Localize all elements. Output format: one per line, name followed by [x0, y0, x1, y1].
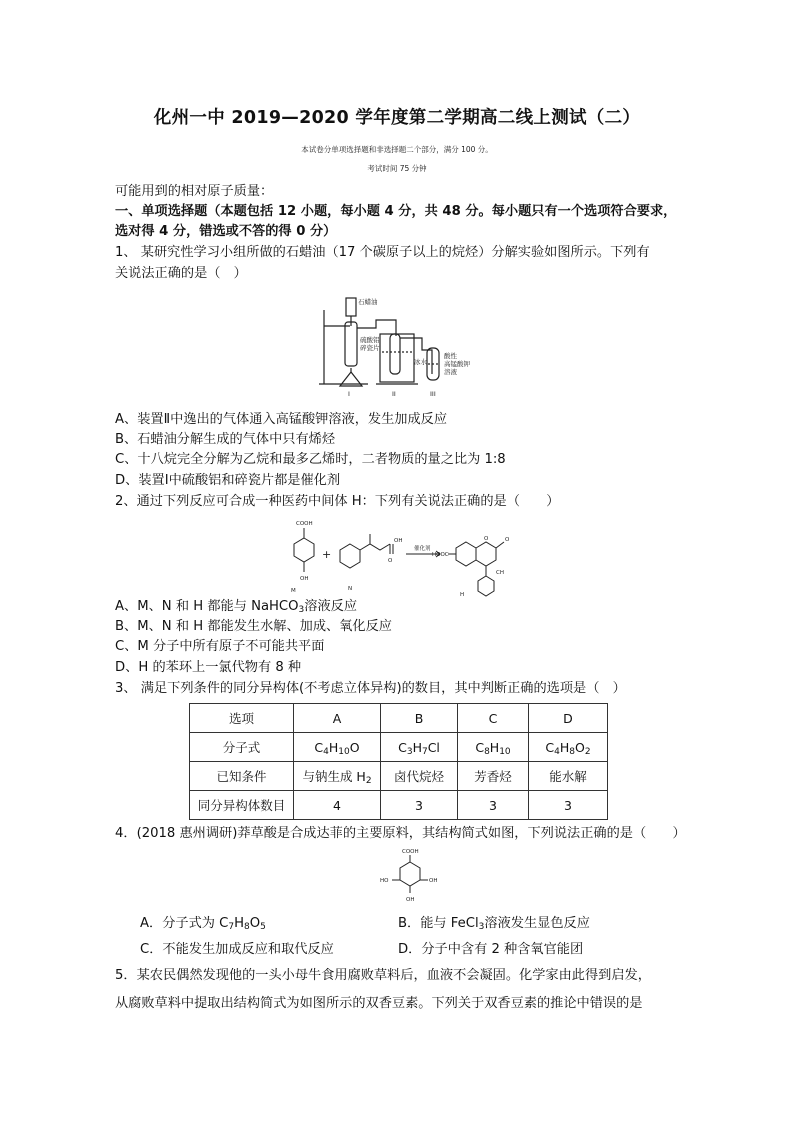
beaker-ice-water: [380, 334, 414, 382]
formula-cell-a: $C_4H_{10}O$: [294, 733, 381, 762]
q1-stem-line2: 关说法正确的是（ ）: [115, 266, 247, 281]
funnel-body: [346, 298, 356, 316]
label-kmno4-1: 酸性: [444, 352, 457, 360]
table-cell: 同分异构体数目: [190, 791, 294, 820]
label-catalyst1: 硫酸铝: [360, 336, 380, 344]
table-cell: 已知条件: [190, 762, 294, 791]
m-cooh-label: COOH: [296, 521, 313, 527]
table-cell: 3: [529, 791, 608, 820]
table-row: [190, 704, 608, 733]
table-cell: A: [294, 704, 381, 733]
q2-option-a: A、M、N 和 H 都能与 NaHCO$_3$溶液反应: [115, 599, 358, 615]
table-cell: D: [529, 704, 608, 733]
table-cell: 分子式: [190, 733, 294, 762]
table-cell: 3: [458, 791, 529, 820]
h-o-ring-label: O: [484, 536, 489, 542]
label-app-i: I: [348, 390, 350, 398]
q4-option-c: C．不能发生加成反应和取代反应: [140, 942, 334, 957]
table-cell: 3: [381, 791, 458, 820]
section1-heading-line1: 一、单项选择题（本题包括 12 小题，每小题 4 分，共 48 分。每小题只有一个选项符合要求，: [115, 204, 677, 219]
table-row: [190, 791, 608, 820]
h-benzene-ring: [456, 542, 476, 566]
h-hooc-label: HOOC: [432, 552, 449, 558]
formula-cell-c: $C_8H_{10}$: [458, 733, 529, 762]
table-cell: 卤代烷烃: [381, 762, 458, 791]
q2-stem: 2、通过下列反应可合成一种医药中间体 H：下列有关说法正确的是（ ）: [115, 494, 560, 509]
q2-option-c: C、M 分子中所有原子不可能共平面: [115, 639, 325, 654]
q1-stem-line1: 1、 某研究性学习小组所做的石蜡油（17 个碳原子以上的烷烃）分解实验如图所示。下列有: [115, 245, 650, 260]
tube-ii: [390, 334, 400, 374]
table-cell: 选项: [190, 704, 294, 733]
h-o-keto-label: O: [505, 537, 510, 543]
h-label: H: [460, 592, 465, 598]
q3-table: [189, 703, 608, 820]
label-kmno4-3: 溶液: [444, 368, 457, 376]
q4-ho-label: HO: [380, 878, 389, 884]
catalyst-label: 催化剂: [414, 546, 431, 552]
formula-cell-b: $C_3H_7Cl$: [381, 733, 458, 762]
m-benzene-ring: [294, 538, 314, 562]
exam-title: 化州一中 2019—2020 学年度第二学期高二线上测试（二）: [153, 108, 641, 128]
q1-option-c: C、十八烷完全分解为乙烷和最多乙烯时，二者物质的量之比为 1:8: [115, 452, 506, 467]
q5-stem-line1: 5．某农民偶然发现他的一头小母牛食用腐败草料后，血液不会凝固。化学家由此得到启发，: [115, 968, 651, 983]
q5-stem-line2: 从腐败草料中提取出结构简式为如图所示的双香豆素。下列关于双香豆素的推论中错误的是: [115, 996, 643, 1011]
table-cell: 4: [294, 791, 381, 820]
label-kmno4-2: 高锰酸钾: [444, 360, 470, 368]
q2-option-d: D、H 的苯环上一氯代物有 8 种: [115, 660, 302, 675]
m-oh-label: OH: [300, 576, 309, 582]
n-oh-label: OH: [394, 538, 403, 544]
h-phenyl-ring: [478, 576, 494, 596]
n-benzene-ring: [340, 544, 360, 568]
tube-i: [345, 322, 357, 366]
exam-note-time: 考试时间 75 分钟: [367, 164, 427, 173]
n-o-label: O: [388, 558, 393, 564]
formula-cell-d: $C_4H_8O_2$: [529, 733, 608, 762]
table-row: [190, 733, 608, 762]
label-paraffin: 石蜡油: [358, 298, 378, 306]
m-label: M: [291, 588, 296, 594]
q1-apparatus-figure: [318, 292, 486, 402]
n-label: N: [348, 586, 353, 592]
q4-option-d: D．分子中含有 2 种含氧官能团: [398, 942, 584, 957]
q4-oh-bottom-label: OH: [406, 897, 415, 903]
shikimic-ring: [400, 862, 420, 886]
q2-reaction-figure: [282, 514, 522, 598]
q1-option-a: A、装置Ⅱ中逸出的气体通入高锰酸钾溶液，发生加成反应: [115, 412, 448, 427]
q4-option-a: A．分子式为 $C_7H_8O_5$: [140, 916, 266, 932]
q4-oh-right-label: OH: [429, 878, 438, 884]
section1-heading-line2: 选对得 4 分，错选或不答的得 0 分）: [115, 224, 337, 239]
table-cell: B: [381, 704, 458, 733]
exam-note-score: 本试卷分单项选择题和非选择题二个部分，满分 100 分。: [301, 145, 493, 154]
q4-option-b: B．能与 FeCl$_3$溶液发生显色反应: [398, 916, 590, 932]
h-ch3-label: CH: [496, 570, 504, 576]
label-ice-water: 冰水: [414, 358, 427, 366]
label-catalyst2: 碎瓷片: [360, 344, 380, 352]
q4-stem: 4．(2018 惠州调研)莽草酸是合成达菲的主要原料，其结构简式如图，下列说法正确的是（ ）: [115, 826, 686, 841]
q1-option-b: B、石蜡油分解生成的气体中只有烯烃: [115, 432, 336, 447]
q1-option-d: D、装置Ⅰ中硫酸铝和碎瓷片都是催化剂: [115, 473, 341, 488]
q4-shikimic-acid-figure: [378, 846, 442, 906]
table-cell: 芳香烃: [458, 762, 529, 791]
label-app-ii: II: [392, 390, 396, 398]
plus-sign: +: [322, 548, 332, 561]
q4-cooh-label: COOH: [402, 849, 419, 855]
table-row: [190, 762, 608, 791]
table-cell: 能水解: [529, 762, 608, 791]
atomic-mass-line: 可能用到的相对原子质量：: [115, 184, 274, 199]
table-cell: 与钠生成 $H_2$: [294, 762, 381, 791]
q3-stem: 3、 满足下列条件的同分异构体(不考虑立体异构)的数目，其中判断正确的选项是（ ）: [115, 681, 626, 696]
label-app-iii: III: [430, 390, 436, 398]
table-cell: C: [458, 704, 529, 733]
q2-option-b: B、M、N 和 H 都能发生水解、加成、氧化反应: [115, 619, 392, 634]
